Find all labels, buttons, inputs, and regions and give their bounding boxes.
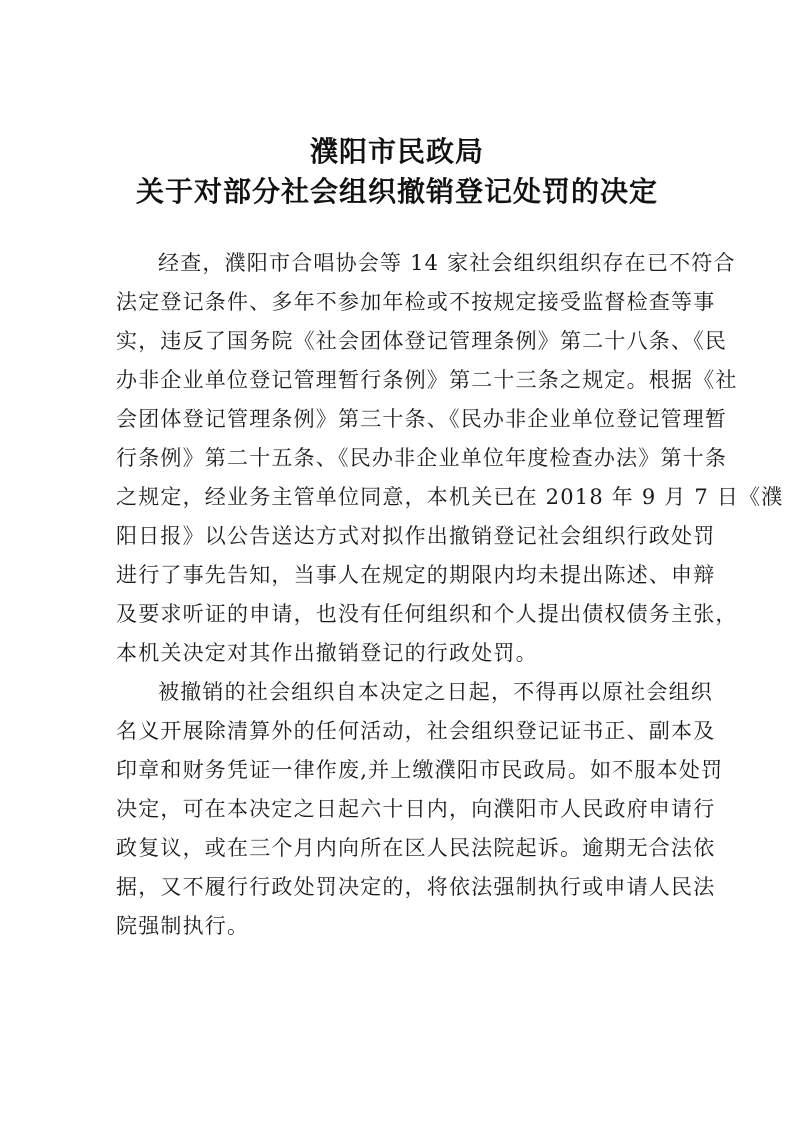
paragraph-line: 政复议，或在三个月内向所在区人民法院起诉。逾期无合法依 — [116, 836, 716, 860]
title-issuer: 濮阳市民政局 — [309, 135, 484, 168]
paragraph-line: 经查，濮阳市合唱协会等 14 家社会组织组织存在已不符合 — [158, 251, 736, 275]
document-body — [116, 244, 784, 946]
paragraph-line: 会团体登记管理条例》第三十条、《民办非企业单位登记管理暂 — [116, 407, 728, 431]
paragraph-line: 阳日报》以公告送达方式对拟作出撤销登记社会组织行政处罚 — [116, 524, 716, 548]
paragraph-line: 进行了事先告知，当事人在规定的期限内均未提出陈述、申辩 — [116, 563, 716, 587]
paragraph-line: 及要求听证的申请，也没有任何组织和个人提出债权债务主张， — [116, 602, 738, 626]
paragraph-line: 办非企业单位登记管理暂行条例》第二十三条之规定。根据《社 — [116, 368, 738, 392]
paragraph-line: 被撤销的社会组织自本决定之日起，不得再以原社会组织 — [158, 680, 713, 704]
paragraph-line: 院强制执行。 — [116, 914, 250, 938]
title-subject: 关于对部分社会组织撤销登记处罚的决定 — [135, 175, 658, 208]
document-title — [0, 132, 794, 212]
paragraph-line: 印章和财务凭证一律作废,并上缴濮阳市民政局。如不服本处罚 — [116, 758, 724, 782]
paragraph-line: 之规定，经业务主管单位同意，本机关已在 2018 年 9 月 7 日《濮 — [116, 485, 784, 509]
paragraph-line: 实，违反了国务院《社会团体登记管理条例》第二十八条、《民 — [116, 329, 728, 353]
paragraph-1 — [116, 244, 784, 673]
paragraph-line: 名义开展除清算外的任何活动，社会组织登记证书正、副本及 — [116, 719, 716, 743]
paragraph-line: 决定，可在本决定之日起六十日内，向濮阳市人民政府申请行 — [116, 797, 716, 821]
paragraph-line: 本机关决定对其作出撤销登记的行政处罚。 — [116, 641, 538, 665]
paragraph-2 — [116, 673, 724, 946]
paragraph-line: 法定登记条件、多年不参加年检或不按规定接受监督检查等事 — [116, 290, 716, 314]
paragraph-line: 行条例》第二十五条、《民办非企业单位年度检查办法》第十条 — [116, 446, 728, 470]
paragraph-line: 据，又不履行行政处罚决定的，将依法强制执行或申请人民法 — [116, 875, 716, 899]
